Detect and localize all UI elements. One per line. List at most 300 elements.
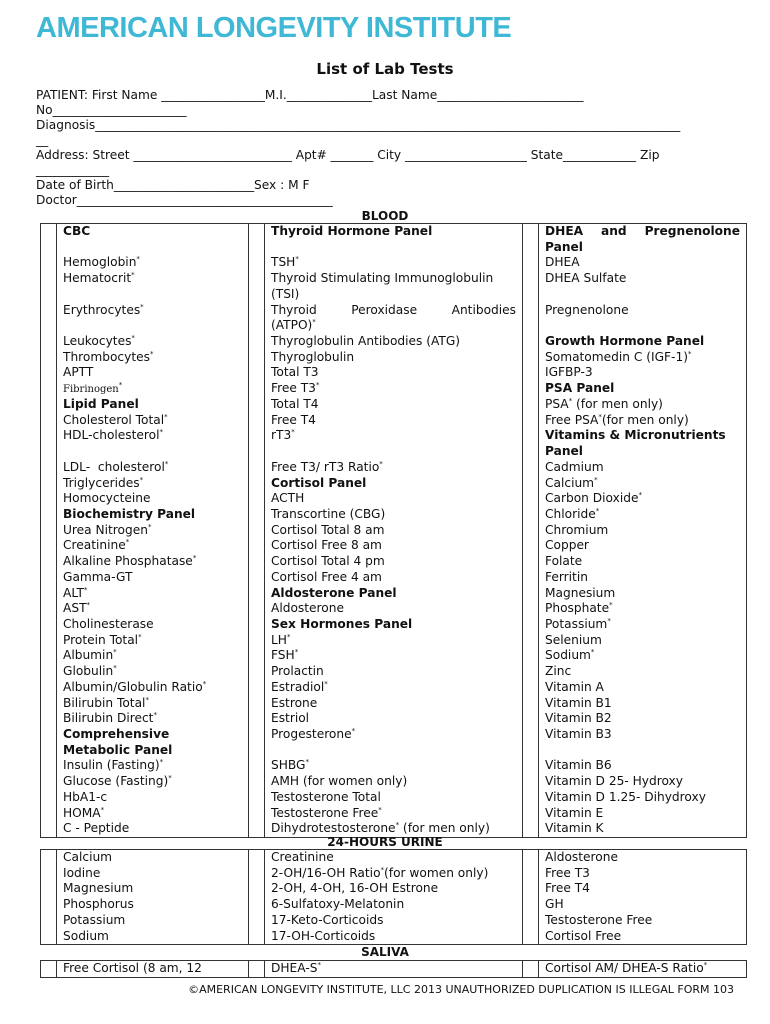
- test-label: Vitamin K: [545, 821, 604, 836]
- checkbox-column-urine-1[interactable]: [41, 850, 57, 945]
- test-item: [63, 617, 242, 633]
- test-item: [271, 929, 516, 945]
- test-item: [545, 570, 740, 586]
- asterisk-mark: *: [351, 726, 356, 735]
- test-item: [63, 224, 242, 240]
- test-label: Testosterone Free: [271, 805, 379, 820]
- test-label: Cholinesterase: [63, 616, 154, 631]
- test-item: [271, 538, 516, 554]
- test-item: [271, 711, 516, 727]
- test-label: Thyroid Stimulating Immunoglobulin: [271, 271, 494, 286]
- test-item: [271, 507, 516, 523]
- test-item: [545, 633, 740, 649]
- test-label: Thyroid Hormone Panel: [271, 224, 433, 238]
- asterisk-mark: *: [324, 679, 328, 688]
- asterisk-mark: *: [305, 758, 309, 767]
- test-label: Somatomedin C (IGF-1): [545, 349, 688, 364]
- test-item: [271, 271, 516, 287]
- test-label: Vitamin A: [545, 679, 604, 694]
- test-item: [63, 554, 242, 570]
- test-item: [271, 460, 516, 476]
- asterisk-mark: *: [609, 601, 613, 610]
- test-item: [63, 350, 242, 366]
- test-label: Thrombocytes: [63, 349, 150, 364]
- test-label: Estrone: [271, 695, 318, 710]
- test-item: [63, 586, 242, 602]
- asterisk-mark: *: [594, 475, 598, 484]
- test-item: [63, 664, 242, 680]
- test-label: Folate: [545, 554, 583, 569]
- test-label: Iodine: [63, 865, 101, 880]
- test-item: [63, 743, 242, 759]
- test-item: [271, 617, 516, 633]
- test-label: Potassium: [545, 616, 608, 631]
- saliva-col3-list: [545, 961, 740, 977]
- asterisk-mark: *: [140, 302, 144, 311]
- asterisk-mark: *: [294, 648, 299, 657]
- test-item: [63, 303, 242, 319]
- test-label: Free T4: [545, 881, 590, 896]
- test-item: [545, 476, 740, 492]
- test-item: [63, 413, 242, 429]
- test-item: [545, 664, 740, 680]
- test-item: [271, 850, 516, 866]
- test-item: [63, 601, 242, 617]
- test-label: DHEA-S: [271, 961, 318, 975]
- test-item: [63, 460, 242, 476]
- test-item: [271, 318, 516, 334]
- test-item: [63, 790, 242, 806]
- test-item: [271, 897, 516, 913]
- test-item: [545, 491, 740, 507]
- test-item: [271, 727, 516, 743]
- test-item: [63, 476, 242, 492]
- asterisk-mark: *: [136, 255, 140, 264]
- test-item: [271, 648, 516, 664]
- asterisk-mark: *: [147, 522, 152, 531]
- test-item: [545, 538, 740, 554]
- test-item: [271, 696, 516, 712]
- test-item: [63, 806, 242, 822]
- test-item: [545, 507, 740, 523]
- test-item: [63, 334, 242, 350]
- test-note: (for men only): [572, 396, 663, 411]
- test-item: [545, 287, 740, 303]
- test-label: (ATPO): [271, 318, 313, 333]
- test-label: Cortisol Total 8 am: [271, 522, 385, 537]
- test-item: [545, 881, 740, 897]
- test-label: Cortisol Free 8 am: [271, 538, 382, 553]
- test-item: [63, 240, 242, 256]
- test-label: Fibrinogen: [63, 384, 119, 396]
- test-label: Phosphorus: [63, 897, 134, 912]
- test-item: [271, 491, 516, 507]
- test-label: AST: [63, 601, 87, 616]
- test-label: Sex Hormones Panel: [271, 616, 413, 631]
- test-item: [271, 806, 516, 822]
- test-item: [271, 961, 516, 977]
- test-label: Phosphate: [545, 601, 610, 616]
- test-label: 17-Keto-Corticoids: [271, 912, 384, 927]
- asterisk-mark: *: [100, 805, 105, 814]
- saliva-tests-table: [40, 960, 747, 978]
- test-item: [545, 617, 740, 633]
- test-item: [63, 680, 242, 696]
- test-item: [271, 586, 516, 602]
- test-label: Vitamin D 1.25- Dihydroxy: [545, 789, 706, 804]
- checkbox-column-urine-3[interactable]: [523, 850, 539, 945]
- test-label: Thyroglobulin Antibodies (ATG): [271, 334, 461, 349]
- test-item: [271, 381, 516, 397]
- test-item: [63, 287, 242, 303]
- test-item: [63, 897, 242, 913]
- test-item: [271, 790, 516, 806]
- test-label: Testosterone Total: [271, 789, 381, 804]
- test-item: [271, 758, 516, 774]
- test-label: Gamma-GT: [63, 569, 133, 584]
- blood-col1-list: [63, 224, 242, 837]
- test-item: [271, 554, 516, 570]
- test-item: [271, 413, 516, 429]
- asterisk-mark: *: [607, 616, 611, 625]
- test-label: Sodium: [545, 648, 591, 663]
- test-label: Cadmium: [545, 459, 604, 474]
- test-item: [63, 523, 242, 539]
- test-item: [545, 806, 740, 822]
- asterisk-mark: *: [202, 679, 207, 688]
- test-item: [545, 428, 740, 444]
- test-item: [63, 255, 242, 271]
- asterisk-mark: *: [125, 538, 130, 547]
- asterisk-mark: *: [138, 632, 142, 641]
- asterisk-mark: *: [286, 632, 291, 641]
- urine-tests-table: [40, 849, 747, 945]
- asterisk-mark: *: [598, 412, 602, 421]
- test-label: APTT: [63, 365, 94, 380]
- test-item: [63, 774, 242, 790]
- test-label: Copper: [545, 538, 589, 553]
- test-item: [545, 601, 740, 617]
- test-label: Free T3: [271, 381, 316, 396]
- test-label: Hemoglobin: [63, 255, 137, 270]
- test-item: [271, 350, 516, 366]
- test-label: SHBG: [271, 758, 306, 773]
- asterisk-mark: *: [379, 459, 383, 468]
- test-item: [545, 334, 740, 350]
- test-item: [63, 428, 242, 444]
- test-label: ACTH: [271, 491, 305, 506]
- test-label: Free Cortisol (8 am, 12: [63, 961, 202, 975]
- test-label: Free PSA: [545, 412, 599, 427]
- test-label: Vitamin B6: [545, 758, 612, 773]
- test-item: [271, 774, 516, 790]
- test-item: [271, 224, 516, 240]
- test-label: Thyroid Peroxidase Antibodies: [271, 302, 516, 317]
- test-item: [545, 897, 740, 913]
- test-item: [63, 866, 242, 882]
- test-item: [63, 570, 242, 586]
- test-label: Cortisol Total 4 pm: [271, 554, 385, 569]
- institute-logo: AMERICAN LONGEVITY INSTITUTE: [36, 12, 512, 44]
- doctor-line[interactable]: Doctor__________________________________________: [36, 193, 333, 207]
- asterisk-mark: *: [83, 585, 88, 594]
- dob-sex-line[interactable]: Date of Birth_______________________Sex : M F: [36, 178, 310, 192]
- test-item: [545, 696, 740, 712]
- test-item: [545, 240, 740, 256]
- test-label: Cholesterol Total: [63, 412, 165, 427]
- test-label: Vitamin E: [545, 805, 604, 820]
- test-label: Urea Nitrogen: [63, 522, 148, 537]
- saliva-col1-list: [63, 961, 242, 977]
- test-item: [271, 240, 516, 256]
- test-item: [271, 428, 516, 444]
- patient-no-line[interactable]: No______________________: [36, 103, 187, 117]
- test-label: Panel: [545, 239, 583, 254]
- test-item: [63, 961, 242, 977]
- test-label: Aldosterone: [271, 601, 344, 616]
- asterisk-mark: *: [192, 554, 197, 563]
- test-label: Transcortine (CBG): [271, 506, 386, 521]
- test-item: [545, 913, 740, 929]
- test-label: Total T3: [271, 365, 319, 380]
- test-label: FSH: [271, 648, 295, 663]
- blood-tests-table: [40, 223, 747, 838]
- asterisk-mark: *: [131, 333, 135, 342]
- test-item: [545, 444, 740, 460]
- test-label: C - Peptide: [63, 821, 130, 836]
- test-label: Metabolic Panel: [63, 742, 173, 757]
- test-label: 2-OH/16-OH Ratio: [271, 865, 381, 880]
- test-item: [63, 444, 242, 460]
- asterisk-mark: *: [380, 865, 385, 874]
- test-label: Selenium: [545, 632, 602, 647]
- test-label: Cortisol AM/ DHEA-S Ratio: [545, 961, 704, 975]
- checkbox-column-urine-2[interactable]: [249, 850, 265, 945]
- test-label: Biochemistry Panel: [63, 506, 196, 521]
- asterisk-mark: *: [113, 648, 117, 657]
- test-item: [271, 476, 516, 492]
- address-line-cont: ____________: [36, 163, 110, 177]
- test-label: Erythrocytes: [63, 302, 141, 317]
- test-label: Albumin/Globulin Ratio: [63, 679, 203, 694]
- checkbox-column-cbc[interactable]: [41, 224, 57, 838]
- test-item: [545, 554, 740, 570]
- test-label: 6-Sulfatoxy-Melatonin: [271, 897, 405, 912]
- test-label: LH: [271, 632, 287, 647]
- test-label: 2-OH, 4-OH, 16-OH Estrone: [271, 881, 439, 896]
- test-label: Creatinine: [63, 538, 126, 553]
- test-item: [545, 850, 740, 866]
- test-label: Calcium: [63, 850, 113, 864]
- test-label: Prolactin: [271, 664, 324, 679]
- test-label: Free T3: [545, 865, 590, 880]
- test-item: [545, 961, 740, 977]
- test-label: Glucose (Fasting): [63, 774, 169, 789]
- test-note: (for women only): [384, 865, 489, 880]
- test-label: DHEA and Pregnenolone: [545, 224, 740, 238]
- test-item: [545, 586, 740, 602]
- test-item: [545, 303, 740, 319]
- asterisk-mark: *: [139, 475, 144, 484]
- test-label: Insulin (Fasting): [63, 758, 160, 773]
- test-label: HDL-cholesterol: [63, 428, 160, 443]
- asterisk-mark: *: [638, 491, 642, 500]
- test-item: [271, 633, 516, 649]
- test-label: Progesterone: [271, 727, 352, 741]
- test-item: [63, 696, 242, 712]
- test-label: Vitamin B1: [545, 695, 612, 710]
- test-item: [63, 758, 242, 774]
- test-item: [545, 350, 740, 366]
- test-item: [271, 913, 516, 929]
- test-item: [271, 601, 516, 617]
- asterisk-mark: *: [164, 412, 168, 421]
- test-item: [545, 365, 740, 381]
- test-item: [545, 711, 740, 727]
- test-label: Cortisol Free 4 am: [271, 569, 382, 584]
- checkbox-column-dhea[interactable]: [523, 224, 539, 838]
- asterisk-mark: *: [687, 349, 692, 358]
- test-item: [63, 633, 242, 649]
- test-label: Hematocrit: [63, 271, 132, 286]
- asterisk-mark: *: [312, 318, 316, 327]
- blood-col2-list: [271, 224, 516, 837]
- test-item: [63, 850, 242, 866]
- test-item: [63, 711, 242, 727]
- test-label: Testosterone Free: [545, 912, 653, 927]
- test-item: [545, 397, 740, 413]
- test-label: (TSI): [271, 286, 300, 301]
- test-label: Aldosterone Panel: [271, 585, 397, 600]
- test-label: Calcium: [545, 475, 595, 490]
- patient-name-line[interactable]: PATIENT: First Name _________________M.I.______________Last Name________________________: [36, 88, 584, 102]
- test-item: [63, 507, 242, 523]
- test-item: [271, 334, 516, 350]
- test-label: LDL- cholesterol: [63, 459, 165, 474]
- test-item: [545, 523, 740, 539]
- test-label: Bilirubin Direct: [63, 711, 154, 726]
- test-label: Albumin: [63, 648, 114, 663]
- test-label: Panel: [545, 444, 583, 459]
- test-item: [271, 365, 516, 381]
- urine-col3-list: [545, 850, 740, 944]
- test-item: [271, 881, 516, 897]
- test-item: [545, 727, 740, 743]
- blood-col3-list: [545, 224, 740, 837]
- asterisk-mark: *: [153, 711, 157, 720]
- checkbox-column-saliva-3[interactable]: [523, 961, 539, 978]
- test-item: [545, 866, 740, 882]
- test-item: [545, 460, 740, 476]
- test-item: [271, 866, 516, 882]
- asterisk-mark: *: [149, 349, 154, 358]
- test-item: [271, 444, 516, 460]
- test-label: Chloride: [545, 506, 596, 521]
- test-label: PSA: [545, 396, 569, 411]
- test-item: [63, 491, 242, 507]
- checkbox-column-saliva-1[interactable]: [41, 961, 57, 978]
- test-label: AMH (for women only): [271, 774, 408, 789]
- test-label: HbA1-c: [63, 789, 108, 804]
- test-note: (for men only): [399, 821, 490, 836]
- test-label: Dihydrotestosterone: [271, 821, 396, 836]
- diagnosis-line[interactable]: Diagnosis________________________________________________________________________________________________: [36, 118, 681, 132]
- asterisk-mark: *: [131, 271, 135, 280]
- asterisk-mark: *: [118, 381, 123, 390]
- test-label: Chromium: [545, 522, 609, 537]
- test-label: Magnesium: [63, 881, 134, 896]
- test-label: Magnesium: [545, 585, 616, 600]
- test-item: [63, 648, 242, 664]
- test-item: [63, 318, 242, 334]
- asterisk-mark: *: [590, 648, 595, 657]
- test-note: (for men only): [601, 412, 689, 427]
- test-item: [63, 381, 242, 397]
- test-item: [545, 680, 740, 696]
- checkbox-column-thyroid[interactable]: [249, 224, 265, 838]
- test-item: [63, 271, 242, 287]
- checkbox-column-saliva-2[interactable]: [249, 961, 265, 978]
- test-item: [271, 570, 516, 586]
- section-saliva-title: SALIVA: [361, 945, 409, 959]
- test-item: [63, 929, 242, 945]
- test-label: Lipid Panel: [63, 396, 139, 411]
- test-item: [545, 648, 740, 664]
- test-item: [545, 271, 740, 287]
- test-label: Homocycteine: [63, 491, 151, 506]
- test-label: Ferritin: [545, 569, 588, 584]
- address-line[interactable]: Address: Street __________________________ Apt# _______ City ____________________ State____________ Zip: [36, 148, 660, 162]
- test-item: [63, 913, 242, 929]
- asterisk-mark: *: [86, 601, 91, 610]
- test-item: [271, 397, 516, 413]
- test-item: [545, 224, 740, 240]
- test-label: ALT: [63, 585, 84, 600]
- test-label: DHEA: [545, 255, 580, 270]
- asterisk-mark: *: [295, 255, 299, 264]
- test-label: Vitamin D 25- Hydroxy: [545, 774, 683, 789]
- test-label: Estriol: [271, 711, 310, 726]
- test-label: Globulin: [63, 664, 114, 679]
- test-label: Comprehensive: [63, 727, 170, 741]
- test-item: [63, 397, 242, 413]
- asterisk-mark: *: [164, 459, 169, 468]
- test-label: Thyroglobulin: [271, 349, 355, 364]
- test-item: [271, 255, 516, 271]
- page-title: List of Lab Tests: [316, 60, 454, 78]
- test-item: [63, 727, 242, 743]
- test-label: 17-OH-Corticoids: [271, 928, 376, 943]
- asterisk-mark: *: [315, 381, 320, 390]
- test-label: Alkaline Phosphatase: [63, 554, 193, 569]
- test-label: Growth Hormone Panel: [545, 334, 705, 349]
- test-item: [545, 318, 740, 334]
- test-item: [271, 680, 516, 696]
- asterisk-mark: *: [317, 960, 321, 969]
- test-item: [63, 881, 242, 897]
- asterisk-mark: *: [395, 821, 400, 830]
- test-label: Vitamin B3: [545, 727, 612, 741]
- test-label: PSA Panel: [545, 381, 615, 396]
- test-item: [545, 743, 740, 759]
- test-label: Potassium: [63, 912, 126, 927]
- urine-col2-list: [271, 850, 516, 944]
- test-item: [545, 929, 740, 945]
- diagnosis-line-cont: __: [36, 133, 49, 147]
- test-label: Aldosterone: [545, 850, 618, 864]
- test-item: [271, 287, 516, 303]
- test-item: [545, 381, 740, 397]
